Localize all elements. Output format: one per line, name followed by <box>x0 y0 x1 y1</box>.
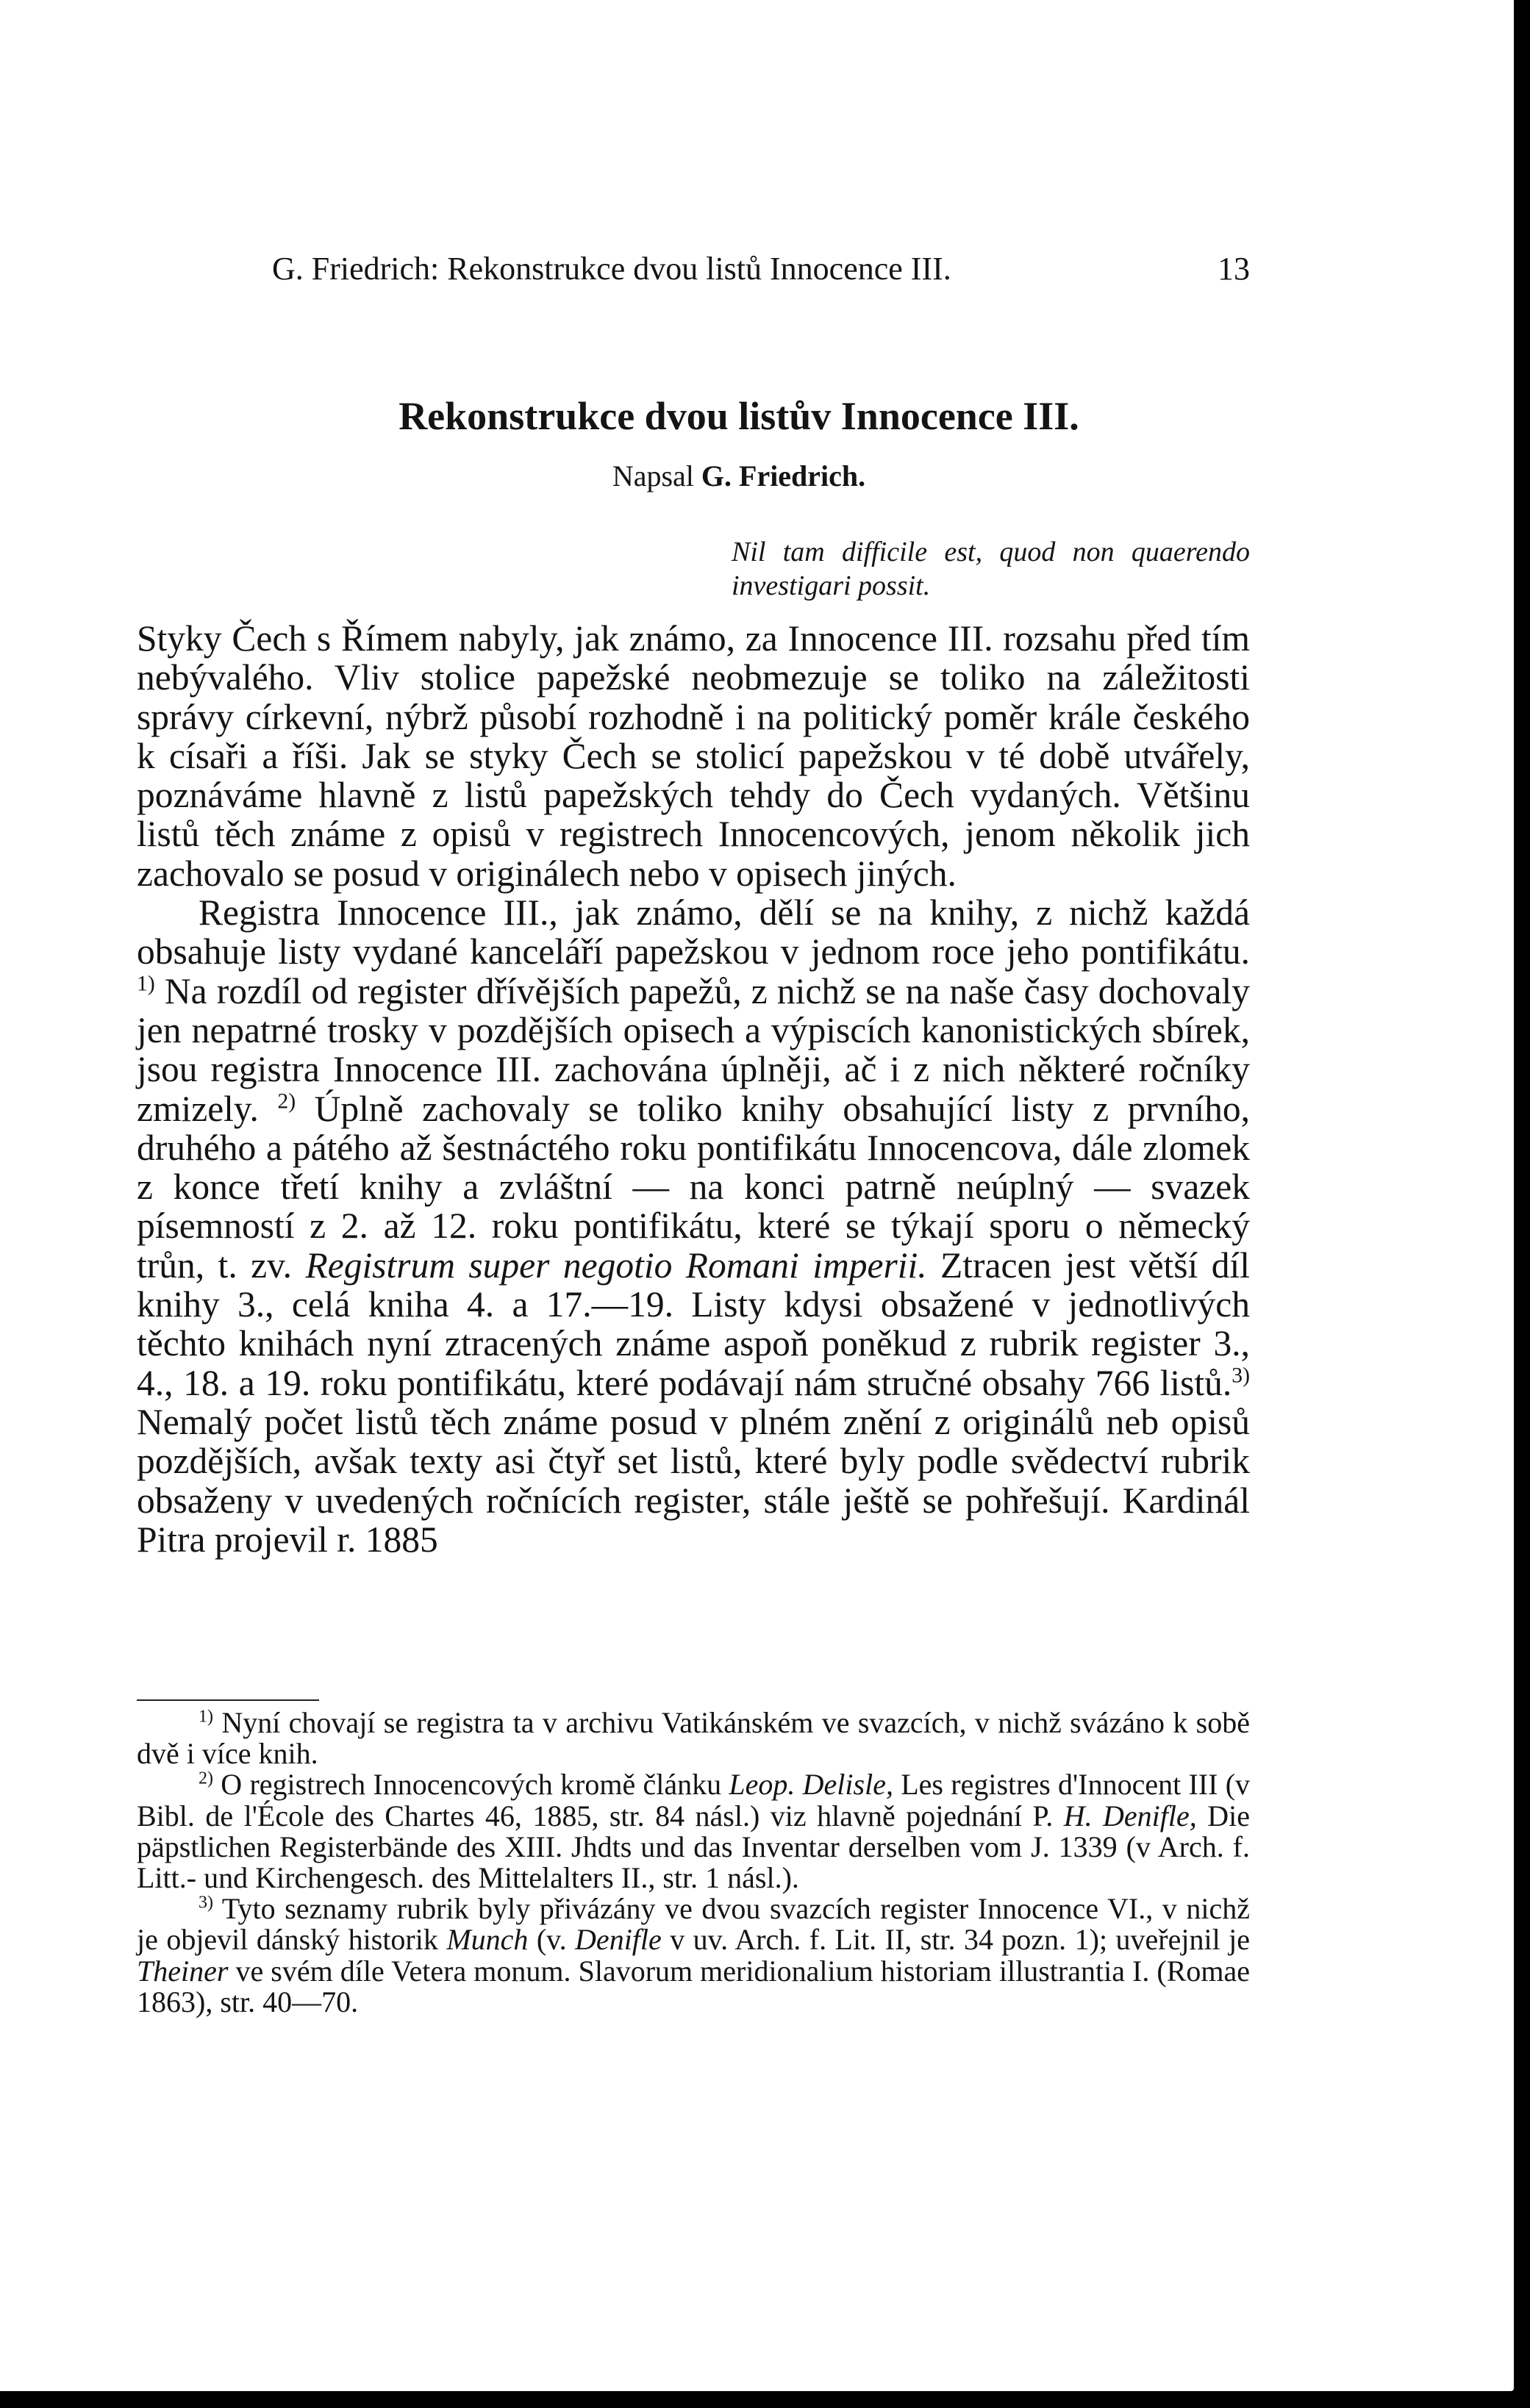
byline <box>272 459 1250 494</box>
footnote-3-author-2: Denifle <box>575 1923 662 1957</box>
footnote-3-author-1: Munch <box>446 1923 529 1957</box>
footnote-2-author-2: H. Denifle, <box>1063 1799 1197 1832</box>
body-text <box>137 619 1250 1559</box>
p2-part-b: Na rozdíl od register dřívějších papežů, z nichž se na naše časy dochovaly jen nepatrné trosky v pozdějších opisech a výpiscích kanonistických sbírek, jsou registra Innocence III. zachována úplněji, ač i z nich některé ročníky zmizely. <box>137 970 1250 1129</box>
p2-part-a: Registra Innocence III., jak známo, dělí se na knihy, z nichž každá obsahuje listy vydané kanceláří papežskou v jednom roce jeho pontifikátu. <box>137 892 1250 972</box>
footnote-mark-1: 1) <box>199 1707 213 1727</box>
footnote-3-author-3: Theiner <box>137 1954 229 1988</box>
footnotes <box>137 1708 1250 2018</box>
p2-part-e: Nemalý počet listů těch známe posud v plném znění z originálů neb opisů pozdějších, avšak texty asi čtyř set listů, které byly podle svědectví rubrik obsaženy v uvedených ročnících register, stále ještě se pohřešují. Kardinál Pitra projevil r. 1885 <box>137 1401 1250 1560</box>
byline-prefix: Napsal <box>612 459 694 492</box>
running-head <box>272 250 1250 288</box>
article-title: Rekonstrukce dvou listův Innocence III. <box>398 394 1079 438</box>
footnote-2-part-b: Les registres d'Innocent III (v Bibl. de l'École des Chartes 46, 1885, str. 84 násl.) viz hlavně pojednání P. <box>137 1768 1251 1832</box>
footnote-ref-2[interactable]: 2) <box>277 1089 296 1114</box>
p2-part-c: Úplně zachovaly se toliko knihy obsahující listy z prvního, druhého a pátého až šestnáctého roku pontifikátu Innocencova, dále zlomek z konce třetí knihy a zvláštní — na konci patrně neúplný — svazek písemností z 2. až 12. roku pontifikátu, které se týkají sporu o německý trůn, t. zv. <box>137 1088 1251 1286</box>
page-number: 13 <box>1218 251 1250 287</box>
footnote-mark-2: 2) <box>199 1769 213 1789</box>
paragraph-2 <box>137 893 1250 1559</box>
footnote-1 <box>137 1708 1250 1769</box>
paragraph-1: Styky Čech s Římem nabyly, jak známo, za Innocence III. rozsahu před tím nebývalého. Vliv stolice papežské neobmezuje se toliko na záležitosti správy církevní, nýbrž působí rozhodně i na politický poměr krále českého k císaři a říši. Jak se styky Čech se stolicí papežskou v té době utvářely, poznáváme hlavně z listů papežských tehdy do Čech vydaných. Většinu listů těch známe z opisů v registrech Innocencových, jenom několik jich zachovalo se posud v originálech nebo v opisech jiných. <box>137 618 1250 894</box>
footnote-3-part-b: (v. <box>536 1923 567 1957</box>
footnote-ref-3[interactable]: 3) <box>1231 1364 1250 1388</box>
footnote-2-part-a: O registrech Innocencových kromě článku <box>221 1768 722 1802</box>
footnote-2-author-1: Leop. Delisle, <box>729 1768 893 1802</box>
epigraph: Nil tam difficile est, quod non quaerendo investigari possit. <box>732 537 1250 601</box>
footnote-2 <box>137 1769 1250 1893</box>
running-head-text: G. Friedrich: Rekonstrukce dvou listů Innocence III. <box>272 251 951 287</box>
footnote-3-part-c: v uv. Arch. f. Lit. II, str. 34 pozn. 1); uveřejnil je <box>670 1923 1251 1957</box>
footnote-mark-3: 3) <box>199 1893 213 1913</box>
author-name: G. Friedrich. <box>701 459 866 492</box>
footnote-3-part-a: Tyto seznamy rubrik byly přivázány ve dvou svazcích register Innocence VI., v nichž je objevil dánský historik <box>137 1892 1251 1957</box>
footnote-3-part-d: ve svém díle Vetera monum. Slavorum meridionalium historiam illustrantia I. (Romae 1863), str. 40—70. <box>137 1954 1251 2018</box>
footnote-1-text: Nyní chovají se registra ta v archivu Vatikánském ve svazcích, v nichž svázáno k sobě dvě i více knih. <box>137 1706 1251 1771</box>
register-title: Registrum super negotio Romani imperii. <box>305 1244 927 1286</box>
footnote-2-part-c: Die päpstlichen Registerbände des XIII. Jhdts und das Inventar derselben vom J. 1339 (v Arch. f. Litt.- und Kirchengesch. des Mittelalters II., str. 1 násl.). <box>137 1799 1251 1895</box>
footnote-3 <box>137 1893 1250 2018</box>
footnote-rule <box>137 1699 319 1701</box>
p2-part-d: Ztracen jest větší díl knihy 3., celá kniha 4. a 17.—19. Listy kdysi obsažené v jednotlivých těchto knihách nyní ztracených známe aspoň poněkud z rubrik register 3., 4., 18. a 19. roku pontifikátu, které podávají nám stručné obsahy 766 listů. <box>137 1244 1251 1403</box>
footnote-ref-1[interactable]: 1) <box>137 972 155 996</box>
